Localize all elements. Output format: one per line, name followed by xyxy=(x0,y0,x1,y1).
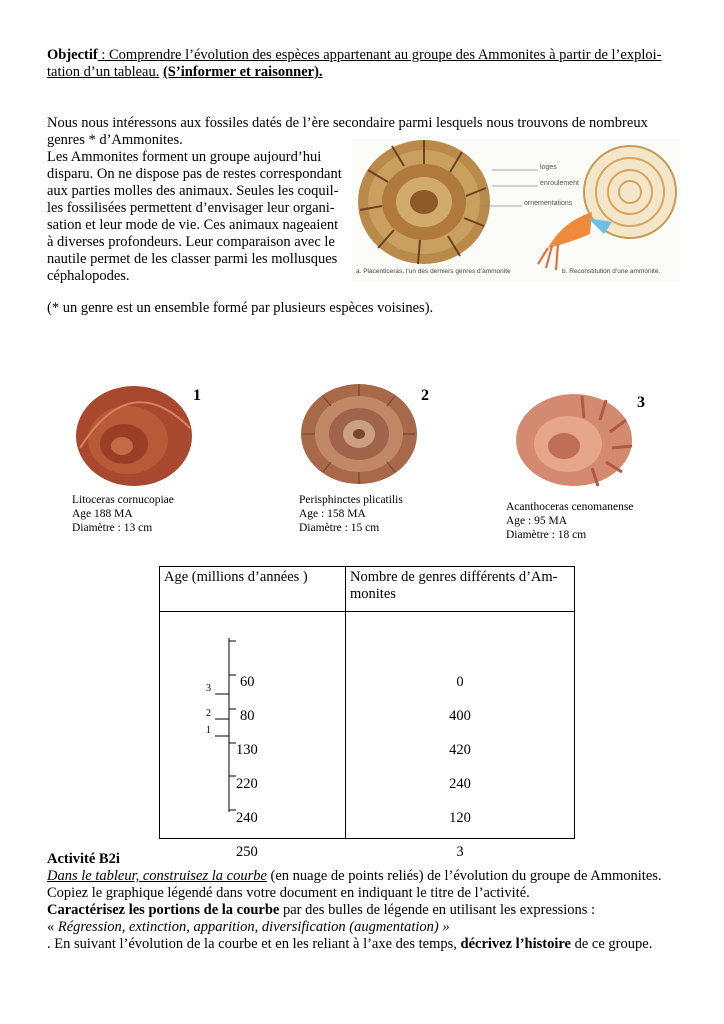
caption-b: b. Reconstitution d’une ammonite. xyxy=(562,268,661,275)
genre-value: 400 xyxy=(449,708,471,724)
para-line: disparu. On ne dispose pas de restes correspondant xyxy=(47,166,342,182)
specimen-2-caption xyxy=(299,493,403,535)
footnote: (* un genre est un ensemble formé par plusieurs espèces voisines). xyxy=(47,300,434,316)
activity-line3-bold: Caractérisez les portions de la courbe xyxy=(47,902,280,918)
activity-line2: Copiez le graphique légendé dans votre document en indiquant le titre de l’activité. xyxy=(47,885,530,901)
intro-line-2: genres * d’Ammonites. xyxy=(47,132,183,148)
table-header-row xyxy=(160,567,575,612)
ammonite-illustration xyxy=(352,138,680,282)
activity-line5-start: . En suivant l’évolution de la courbe et en les reliant à l’axe des temps, xyxy=(47,936,461,952)
age-value: 240 xyxy=(236,810,258,826)
label-enroulement: enroulement xyxy=(540,180,579,187)
label-ornementations: ornementations xyxy=(524,200,573,207)
axis-mark-3: 3 xyxy=(206,683,211,694)
activity-line1-rest: (en nuage de points reliés) de l’évolution du groupe de Ammonites. xyxy=(266,868,662,884)
ammonite-diagram xyxy=(352,138,680,282)
specimen-1-name: Litoceras cornucopiae xyxy=(72,494,174,506)
activity-instruction-italic: Dans le tableur, construisez la courbe xyxy=(47,868,267,884)
data-table xyxy=(159,566,575,860)
specimen-2-diameter: Diamètre : 15 cm xyxy=(299,522,380,534)
activity-expressions: Régression, extinction, apparition, diversification (augmentation) » xyxy=(57,919,450,935)
age-value: 60 xyxy=(240,674,255,690)
specimen-1-age: Age 188 MA xyxy=(72,508,133,520)
age-column xyxy=(160,612,346,860)
intro-line-1: Nous nous intéressons aux fossiles datés de l’ère secondaire parmi lesquels nous trouvons de nombreux xyxy=(47,115,648,131)
activity-block xyxy=(47,851,687,953)
specimen-2-age: Age : 158 MA xyxy=(299,508,366,520)
activity-line5-end: de ce groupe. xyxy=(571,936,653,952)
intro-paragraph xyxy=(47,149,357,285)
genre-value: 240 xyxy=(449,776,471,792)
activity-line3-rest: par des bulles de légende en utilisant les expressions : xyxy=(279,902,596,918)
para-line: à diverses profondeurs. Leur comparaison avec le xyxy=(47,234,335,250)
table-body-row xyxy=(160,612,575,839)
specimen-1-caption xyxy=(72,493,174,535)
specimen-2-name: Perisphinctes plicatilis xyxy=(299,494,403,506)
header-genres: Nombre de genres différents d’Am-monites xyxy=(346,567,575,612)
specimen-3-diameter: Diamètre : 18 cm xyxy=(506,529,587,541)
para-line: sation et leur mode de vie. Ces animaux nageaient xyxy=(47,217,339,233)
objective-label: Objectif xyxy=(47,47,98,63)
genre-value: 420 xyxy=(449,742,471,758)
specimen-3-image xyxy=(512,386,642,490)
genre-value: 0 xyxy=(456,674,464,690)
activity-quote-open: « xyxy=(47,919,58,935)
para-line: céphalopodes. xyxy=(47,268,130,284)
objective-text-1: : Comprendre l’évolution des espèces appartenant au groupe des Ammonites à partir de l’exploi- xyxy=(97,47,662,63)
activity-title: Activité B2i xyxy=(47,851,120,867)
specimen-2-image xyxy=(299,380,419,486)
specimen-3-number: 3 xyxy=(637,394,645,411)
caption-a: a. Placenticeras, l’un des derniers genres d’ammonite xyxy=(356,268,511,275)
specimen-3-age: Age : 95 MA xyxy=(506,515,568,527)
genre-value: 3 xyxy=(456,844,464,860)
para-line: les fossilisées permettent d’envisager leur organi- xyxy=(47,200,335,216)
specimen-1-number: 1 xyxy=(193,387,201,404)
genres-column xyxy=(346,612,575,860)
objective-block xyxy=(47,47,687,81)
specimen-2-number: 2 xyxy=(421,387,429,404)
age-value: 130 xyxy=(236,742,258,758)
time-axis xyxy=(160,612,240,838)
para-line: aux parties molles des animaux. Seules les coquil- xyxy=(47,183,339,199)
axis-mark-1: 1 xyxy=(206,725,211,736)
label-loges: loges xyxy=(540,164,557,171)
specimen-3-name: Acanthoceras cenomanense xyxy=(506,501,634,513)
specimen-1-diameter: Diamètre : 13 cm xyxy=(72,522,153,534)
specimen-3-caption xyxy=(506,500,633,542)
objective-text-2: tation d’un tableau. xyxy=(47,64,160,80)
para-line: Les Ammonites forment un groupe aujourd’hui xyxy=(47,149,322,165)
header-age: Age (millions d’années ) xyxy=(160,567,346,612)
specimen-1-image xyxy=(70,378,196,486)
age-value: 80 xyxy=(240,708,255,724)
axis-mark-2: 2 xyxy=(206,708,211,719)
para-line: nautile permet de les classer parmi les mollusques xyxy=(47,251,338,267)
age-value: 220 xyxy=(236,776,258,792)
genre-value: 120 xyxy=(449,810,471,826)
objective-bold: (S’informer et raisonner). xyxy=(162,64,323,80)
activity-line5-bold: décrivez l’histoire xyxy=(460,936,571,952)
age-value: 250 xyxy=(236,844,258,860)
